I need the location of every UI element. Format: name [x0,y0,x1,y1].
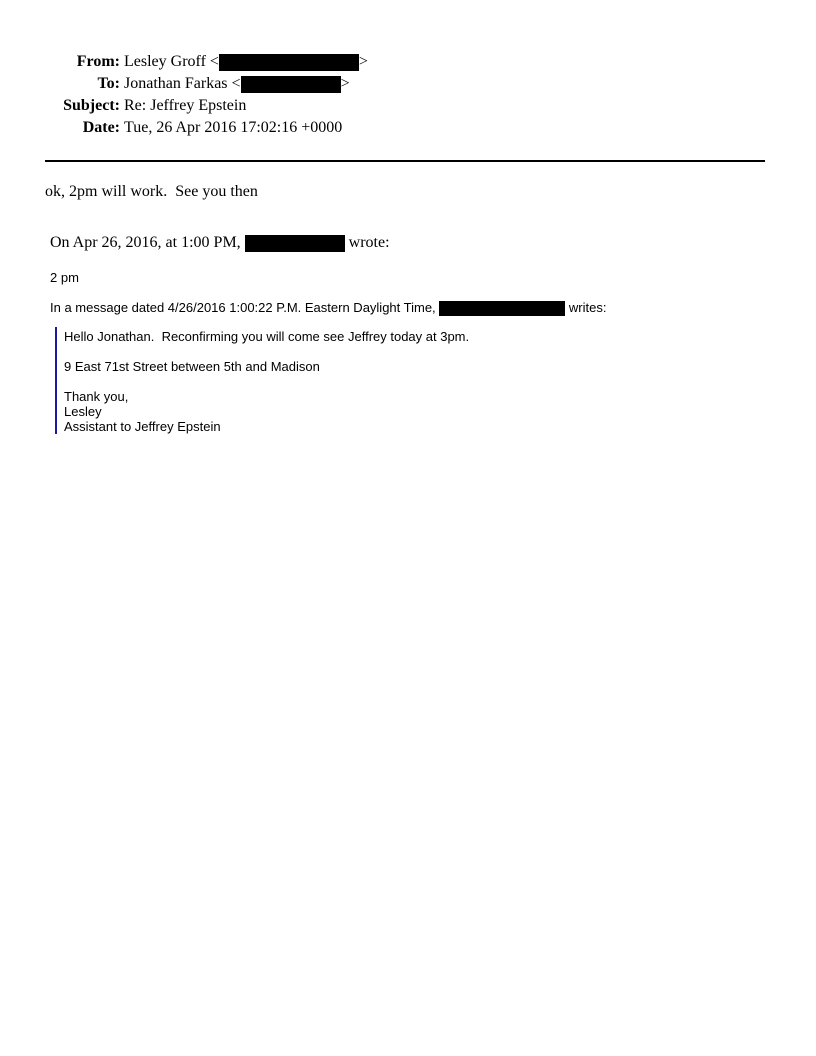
quoted-message [55,327,662,434]
subject-label: Subject: [63,97,120,114]
signature-thanks: Thank you, [64,389,129,404]
subject-value: Re: Jeffrey Epstein [124,97,247,114]
date-label: Date: [82,119,120,136]
redaction-block [245,235,345,252]
quoted-signature [64,389,221,434]
email-header [0,51,816,139]
to-value: Jonathan Farkas < [124,75,241,92]
reply-text: ok, 2pm will work. See you then [45,183,258,200]
from-field [120,51,368,73]
in-message-suffix: writes: [565,300,607,315]
subject-row [0,95,816,117]
to-field [120,73,350,95]
attribution-suffix: wrote: [344,234,390,251]
attribution-prefix: On Apr 26, 2016, at 1:00 PM, [50,234,245,251]
two-pm-text: 2 pm [50,270,79,285]
quoted-line-1: Hello Jonathan. Reconfirming you will come see Jeffrey today at 3pm. [64,329,470,344]
date-row [0,117,816,139]
from-row [0,51,816,73]
from-label: From: [76,53,120,70]
to-row [0,73,816,95]
signature-name: Lesley [64,404,102,419]
date-value: Tue, 26 Apr 2016 17:02:16 +0000 [124,119,343,136]
to-label: To: [97,75,120,92]
signature-title: Assistant to Jeffrey Epstein [64,419,221,434]
redaction-block [219,54,359,71]
from-close: > [358,53,368,70]
attribution-line [50,233,390,253]
from-value: Lesley Groff < [124,53,219,70]
to-close: > [340,75,350,92]
in-message-prefix: In a message dated 4/26/2016 1:00:22 P.M. Eastern Daylight Time, [50,300,440,315]
redaction-block [241,76,341,93]
quoted-line-2: 9 East 71st Street between 5th and Madison [64,359,320,374]
in-message-line [50,300,606,316]
header-divider [45,160,765,162]
redaction-block [439,301,565,316]
